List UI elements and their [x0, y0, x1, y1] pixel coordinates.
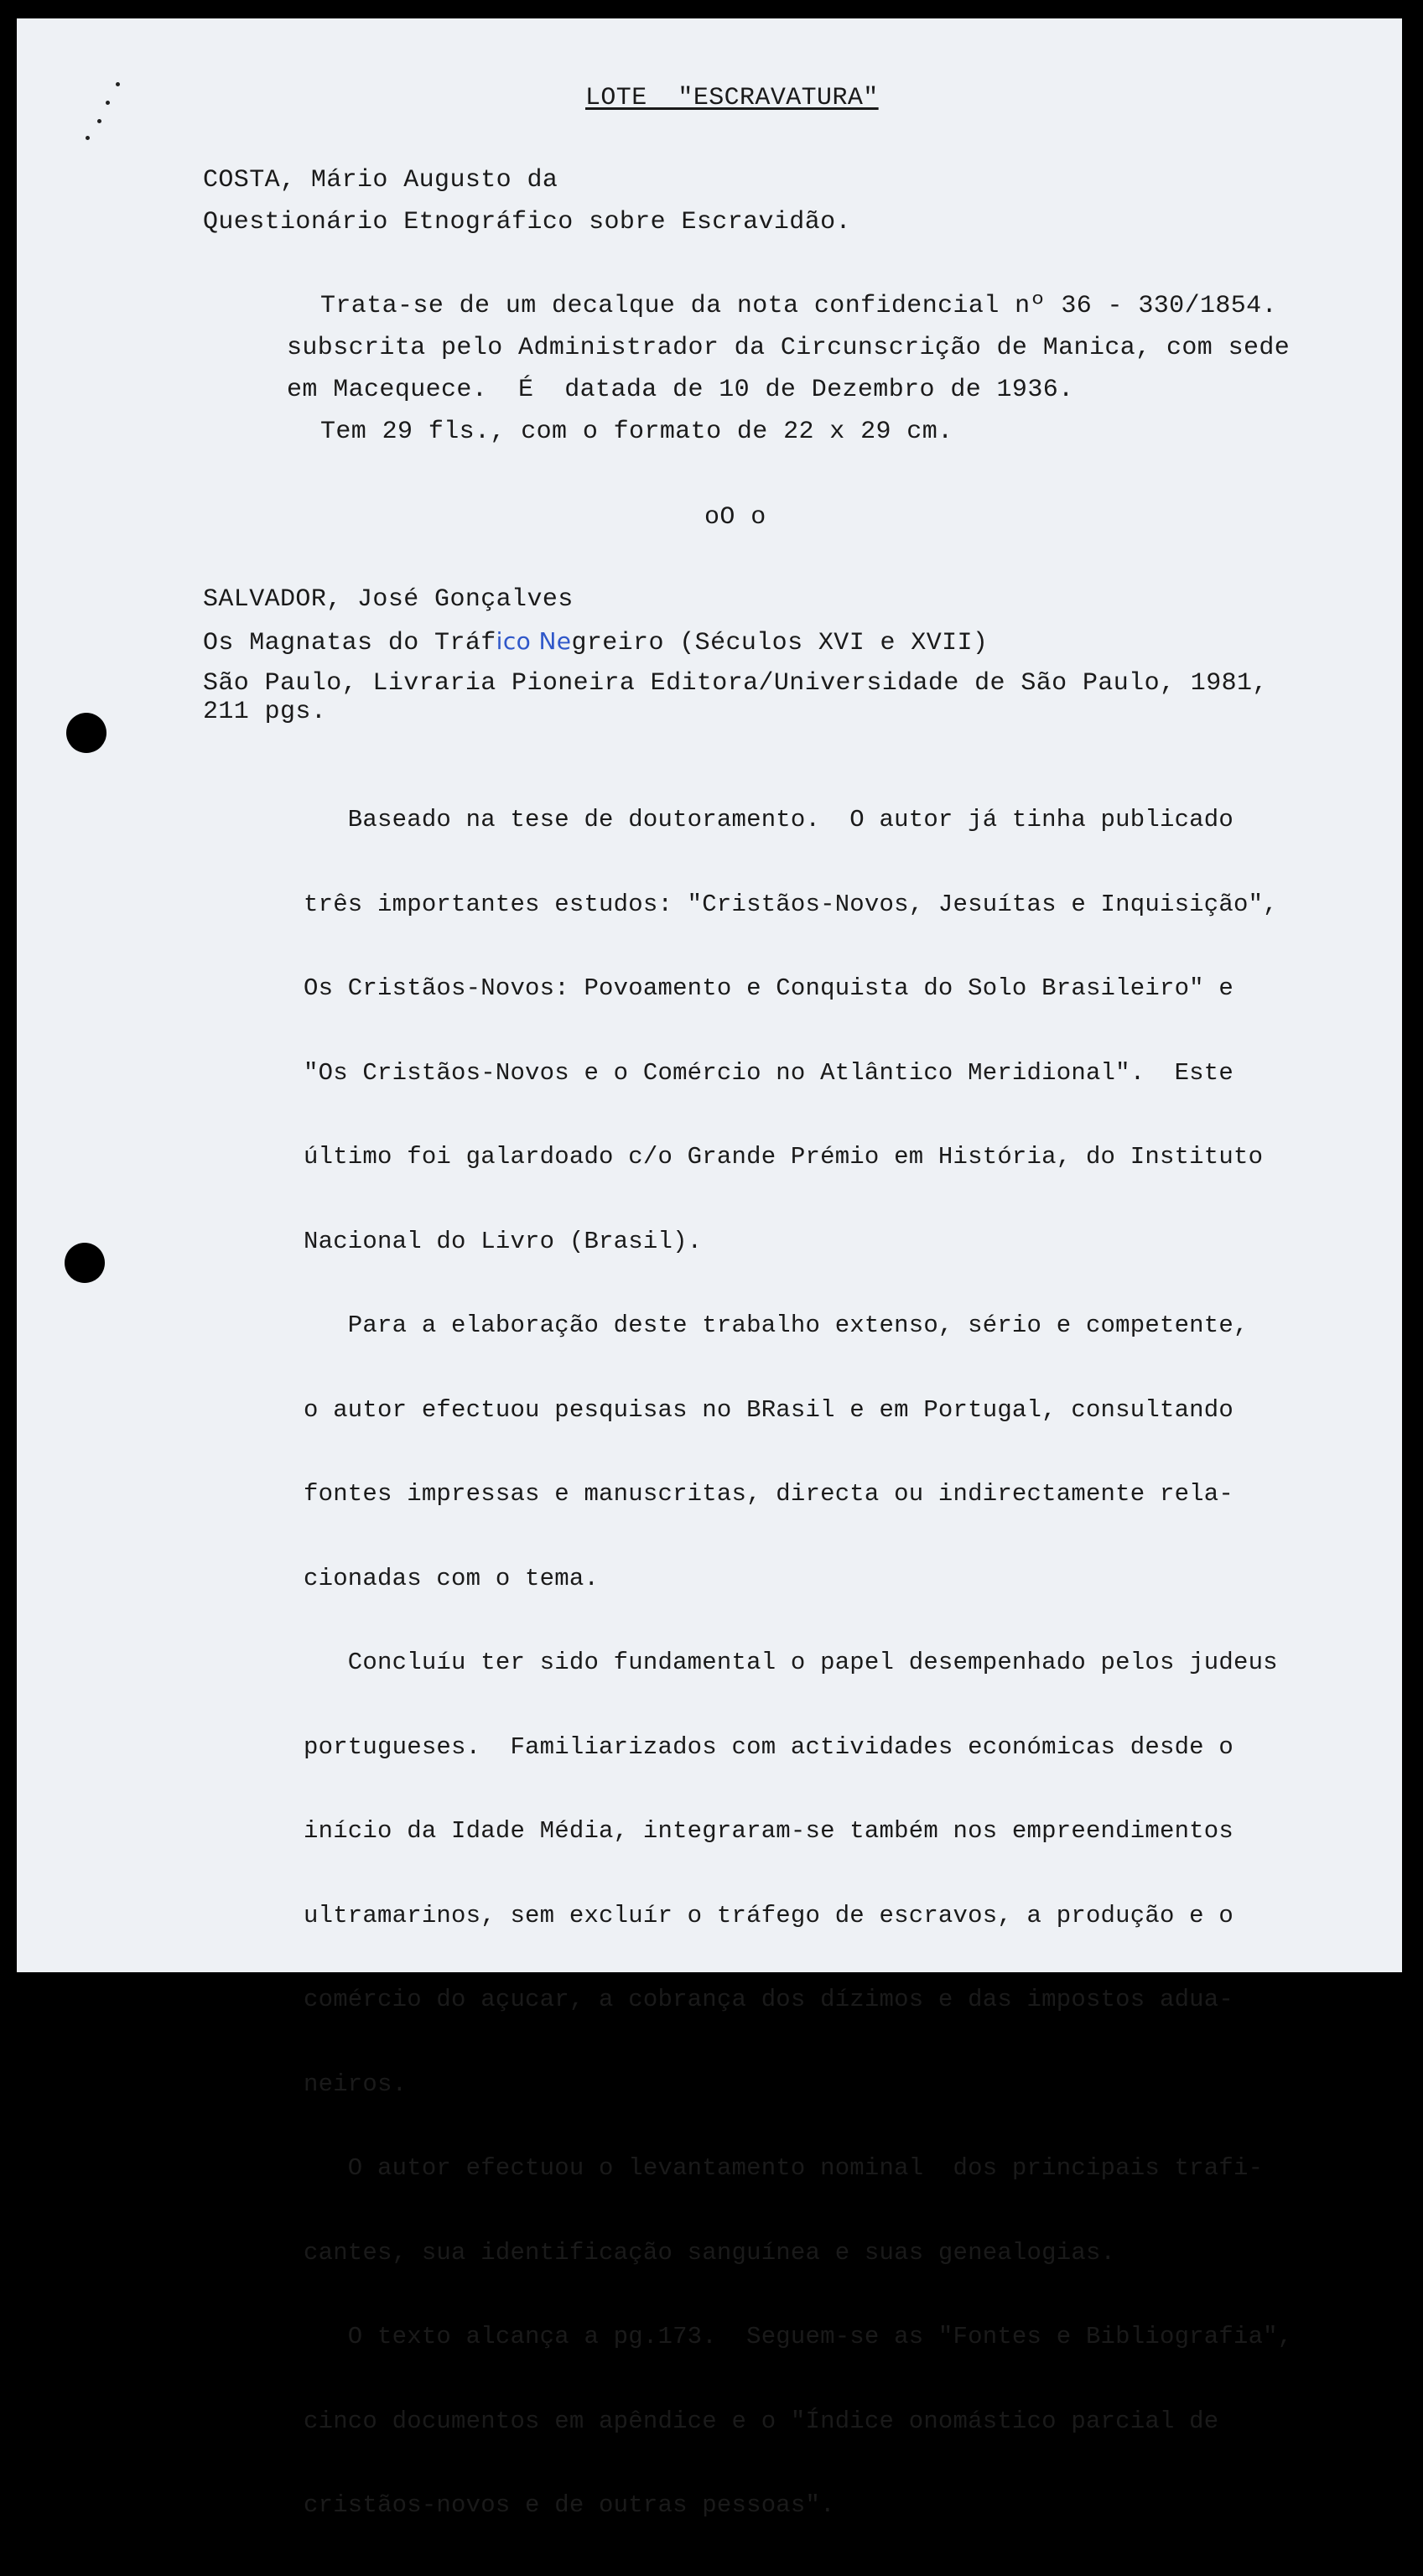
- body-line: Os Cristãos-Novos: Povoamento e Conquista do Solo Brasileiro" e: [304, 974, 1233, 1002]
- body-line: neiros.: [304, 2070, 408, 2098]
- body-line: comércio do açucar, a cobrança dos dízimos e das impostos adua-: [304, 1986, 1233, 2013]
- handwritten-correction: ico Ne: [496, 627, 572, 655]
- entry2-title: [203, 627, 988, 657]
- body-line: O autor efectuou o levantamento nominal dos principais trafi-: [304, 2154, 1264, 2182]
- entry2-publisher-line: 211 pgs.: [203, 698, 327, 726]
- entry1-paragraph-line: subscrita pelo Administrador da Circunscrição de Manica, com sede: [287, 334, 1291, 362]
- body-line: Nacional do Livro (Brasil).: [304, 1227, 703, 1255]
- ink-speck: [106, 101, 110, 105]
- document-title: LOTE "ESCRAVATURA": [585, 84, 879, 112]
- entry2-title-suffix: greiro (Séculos XVI e XVII): [571, 629, 989, 657]
- body-line: Concluíu ter sido fundamental o papel desempenhado pelos judeus: [304, 1649, 1278, 1676]
- ink-speck: [97, 119, 101, 123]
- body-line: Baseado na tese de doutoramento. O autor já tinha publicado: [304, 806, 1233, 834]
- ink-speck: [116, 82, 120, 86]
- entry1-paragraph-line: Tem 29 fls., com o formato de 22 x 29 cm.: [320, 418, 953, 446]
- entry1-paragraph-line: em Macequece. É datada de 10 de Dezembro de 1936.: [287, 376, 1074, 404]
- body-line: cinco documentos em apêndice e o "Índice onomástico parcial de: [304, 2407, 1219, 2435]
- entry1-title: Questionário Etnográfico sobre Escravidão.: [203, 208, 851, 236]
- entry1-paragraph-line: Trata-se de um decalque da nota confidencial nº 36 - 330/1854.: [320, 292, 1277, 320]
- body-line: cionadas com o tema.: [304, 1564, 600, 1592]
- section-separator: oO o: [704, 503, 766, 532]
- body-line: cristãos-novos e de outras pessoas".: [304, 2491, 835, 2519]
- body-line: "Os Cristãos-Novos e o Comércio no Atlântico Meridional". Este: [304, 1058, 1233, 1087]
- body-line: Para a elaboração deste trabalho extenso, sério e competente,: [304, 1311, 1249, 1339]
- entry2-author: SALVADOR, José Gonçalves: [203, 585, 574, 614]
- body-line: O texto alcança a pg.173. Seguem-se as "Fontes e Bibliografia",: [304, 2323, 1293, 2350]
- body-line: início da Idade Média, integraram-se também nos empreendimentos: [304, 1817, 1233, 1845]
- ink-speck: [86, 136, 90, 140]
- body-line: fontes impressas e manuscritas, directa ou indirectamente rela-: [304, 1480, 1233, 1508]
- body-line: o autor efectuou pesquisas no BRasil e em Portugal, consultando: [304, 1395, 1233, 1424]
- entry2-title-prefix: Os Magnatas do Tráf: [203, 629, 496, 657]
- entry1-author: COSTA, Mário Augusto da: [203, 166, 558, 195]
- entry2-publisher-line: São Paulo, Livraria Pioneira Editora/Universidade de São Paulo, 1981,: [203, 669, 1268, 698]
- punch-hole-top: [66, 713, 106, 753]
- body-line: ultramarinos, sem excluír o tráfego de escravos, a produção e o: [304, 1901, 1233, 1929]
- document-page: [17, 18, 1402, 2519]
- body-line: portugueses. Familiarizados com actividades económicas desde o: [304, 1732, 1233, 1761]
- body-line: cantes, sua identificação sanguínea e suas genealogias.: [304, 2238, 1116, 2267]
- entry2-body: [304, 750, 1292, 2576]
- body-line: três importantes estudos: "Cristãos-Novos, Jesuítas e Inquisição",: [304, 890, 1278, 918]
- body-line: último foi galardoado c/o Grande Prémio em História, do Instituto: [304, 1143, 1264, 1171]
- punch-hole-bottom: [65, 1243, 105, 1283]
